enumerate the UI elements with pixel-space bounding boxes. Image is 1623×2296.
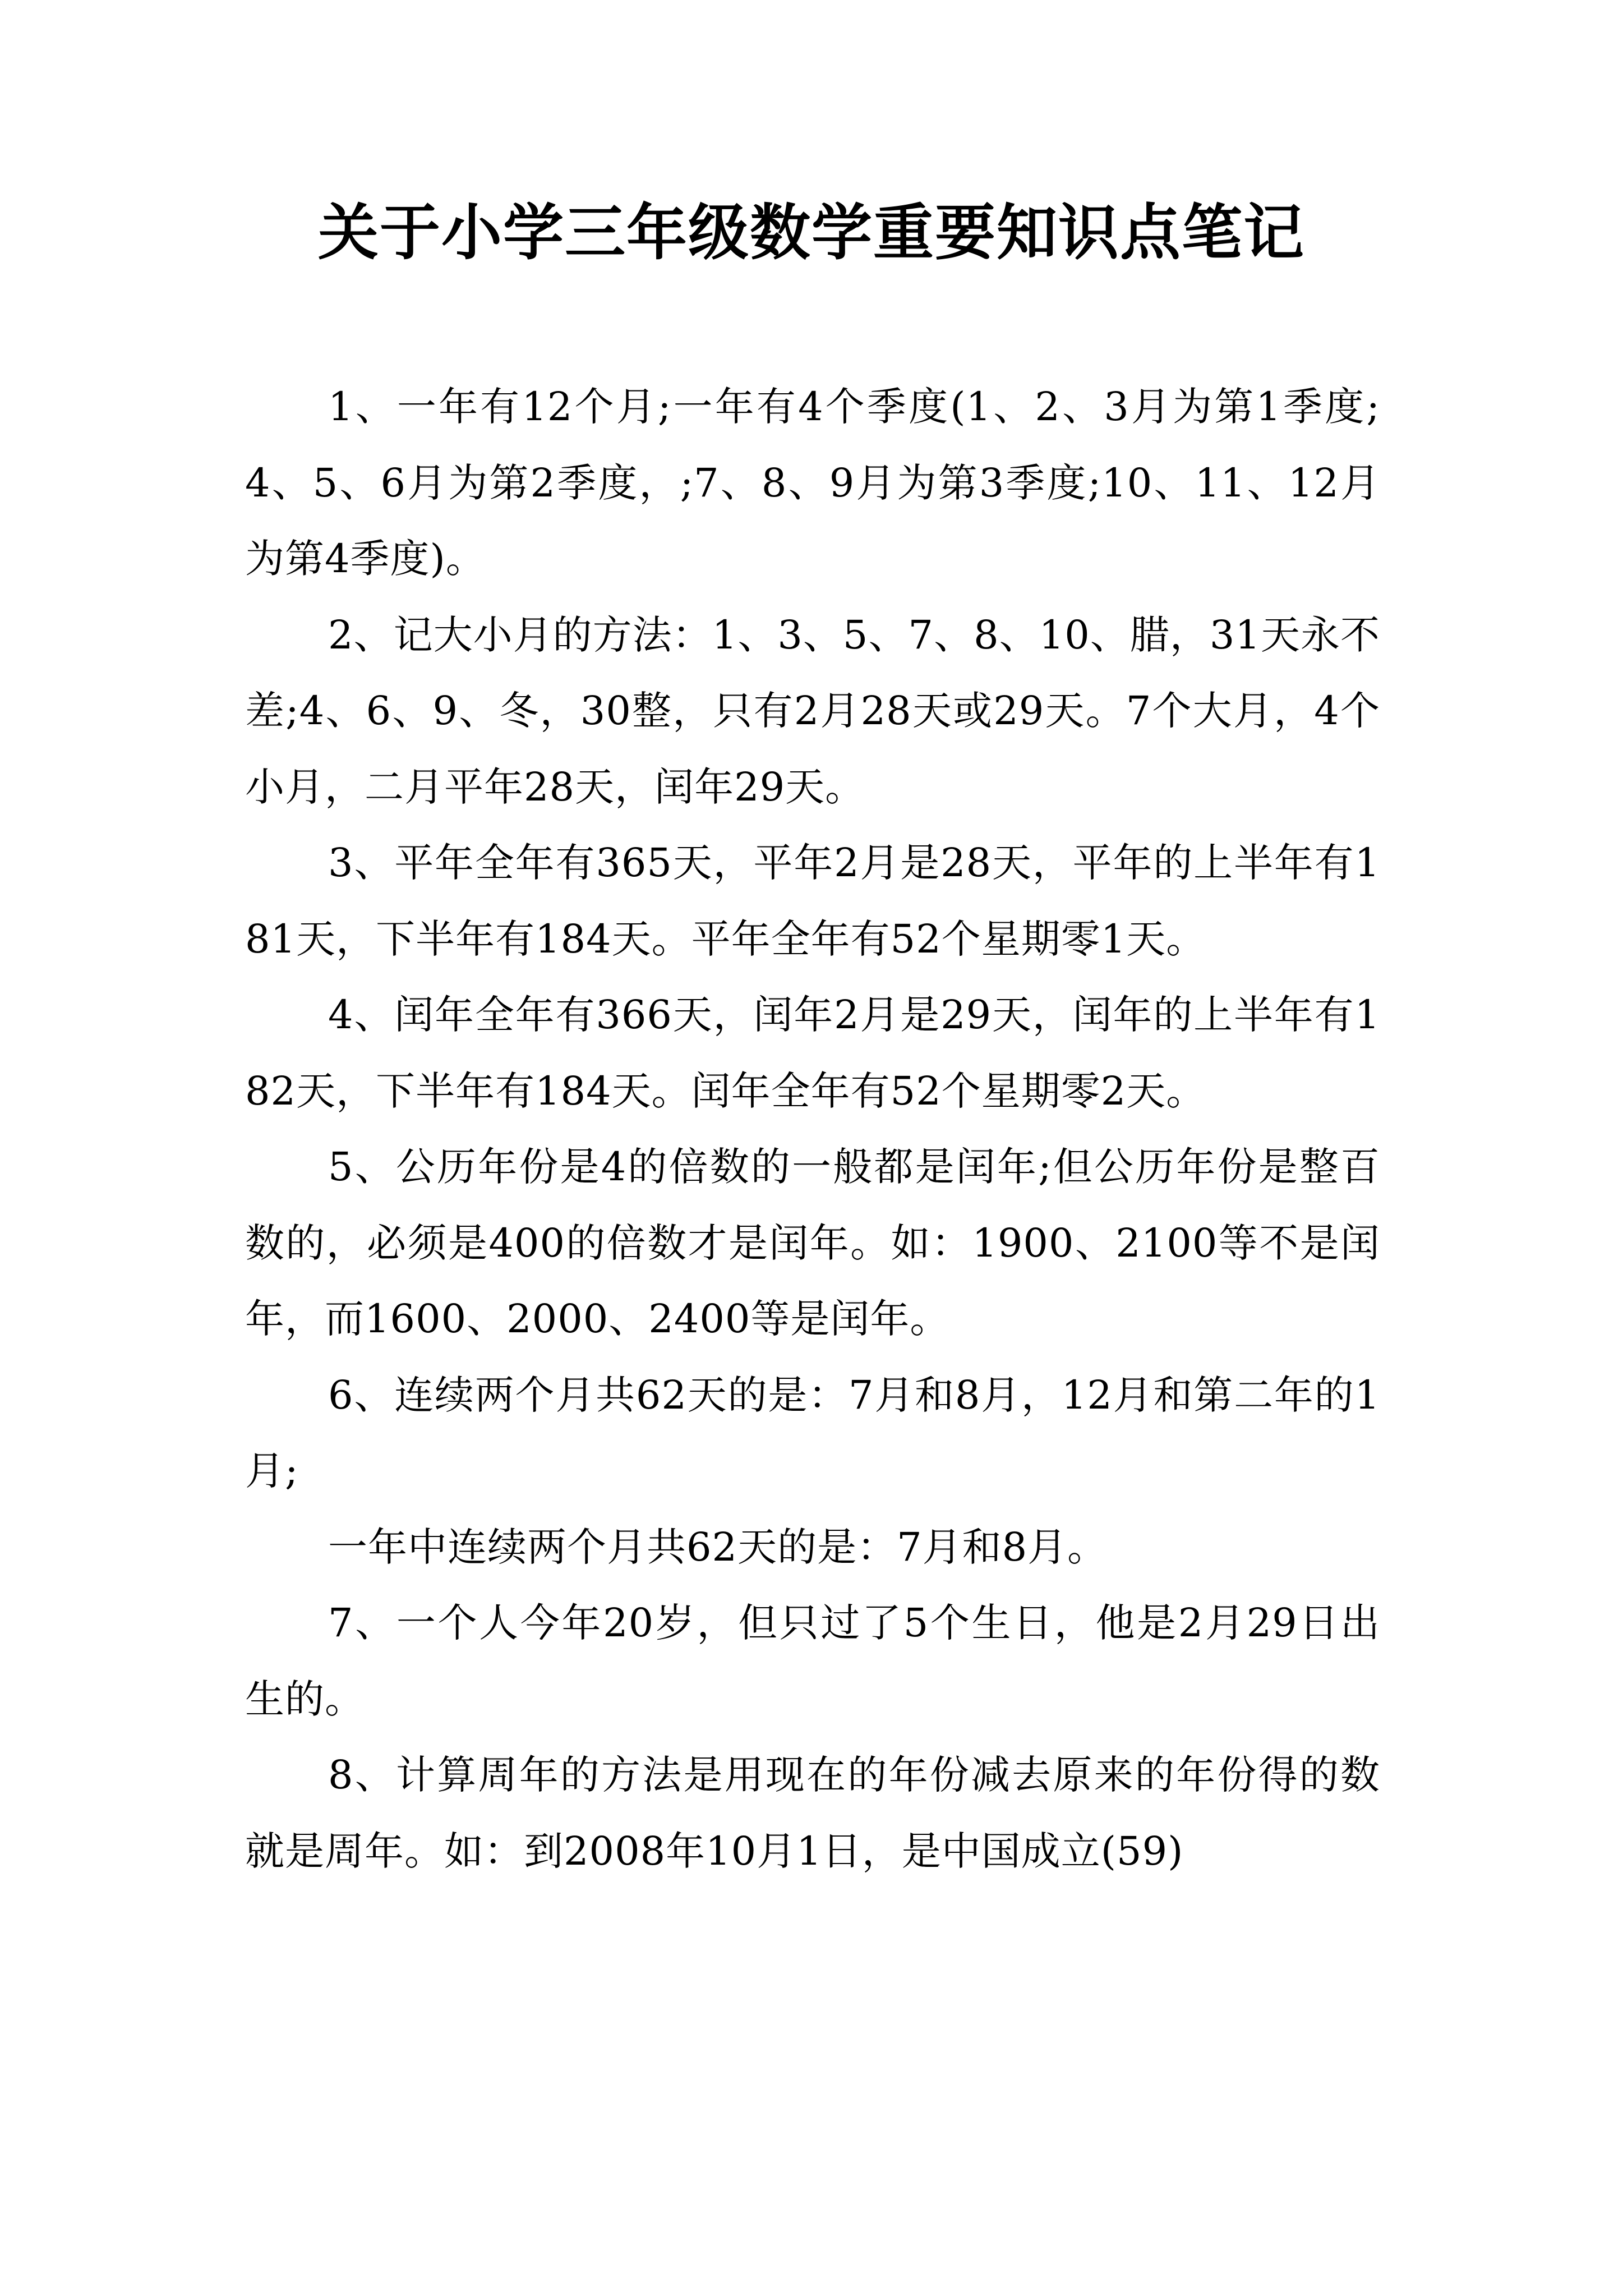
- paragraph-7: 7、一个人今年20岁，但只过了5个生日，他是2月29日出生的。: [245, 1600, 1380, 1722]
- paragraph-1: 1、一年有12个月;一年有4个季度(1、2、3月为第1季度;4、5、6月为第2季度，;7、8、9月为第3季度;10、11、12月为第4季度)。: [245, 384, 1380, 582]
- document-body: [245, 369, 1380, 1889]
- paragraph-3: 3、平年全年有365天，平年2月是28天，平年的上半年有181天，下半年有184天。平年全年有52个星期零1天。: [245, 840, 1380, 962]
- paragraph-8: 8、计算周年的方法是用现在的年份减去原来的年份得的数就是周年。如：到2008年10月1日，是中国成立(59): [245, 1752, 1380, 1874]
- paragraph-6-continued: 一年中连续两个月共62天的是：7月和8月。: [328, 1524, 1108, 1570]
- paragraph-5: 5、公历年份是4的倍数的一般都是闰年;但公历年份是整百数的，必须是400的倍数才是闰年。如：1900、2100等不是闰年，而1600、2000、2400等是闰年。: [245, 1144, 1380, 1342]
- paragraph-4: 4、闰年全年有366天，闰年2月是29天，闰年的上半年有182天，下半年有184天。闰年全年有52个星期零2天。: [245, 992, 1380, 1114]
- paragraph-6: 6、连续两个月共62天的是：7月和8月，12月和第二年的1月;: [245, 1372, 1380, 1494]
- paragraph-2: 2、记大小月的方法：1、3、5、7、8、10、腊，31天永不差;4、6、9、冬，30整，只有2月28天或29天。7个大月，4个小月，二月平年28天，闰年29天。: [245, 611, 1380, 810]
- document-title: 关于小学三年级数学重要知识点笔记: [317, 197, 1305, 268]
